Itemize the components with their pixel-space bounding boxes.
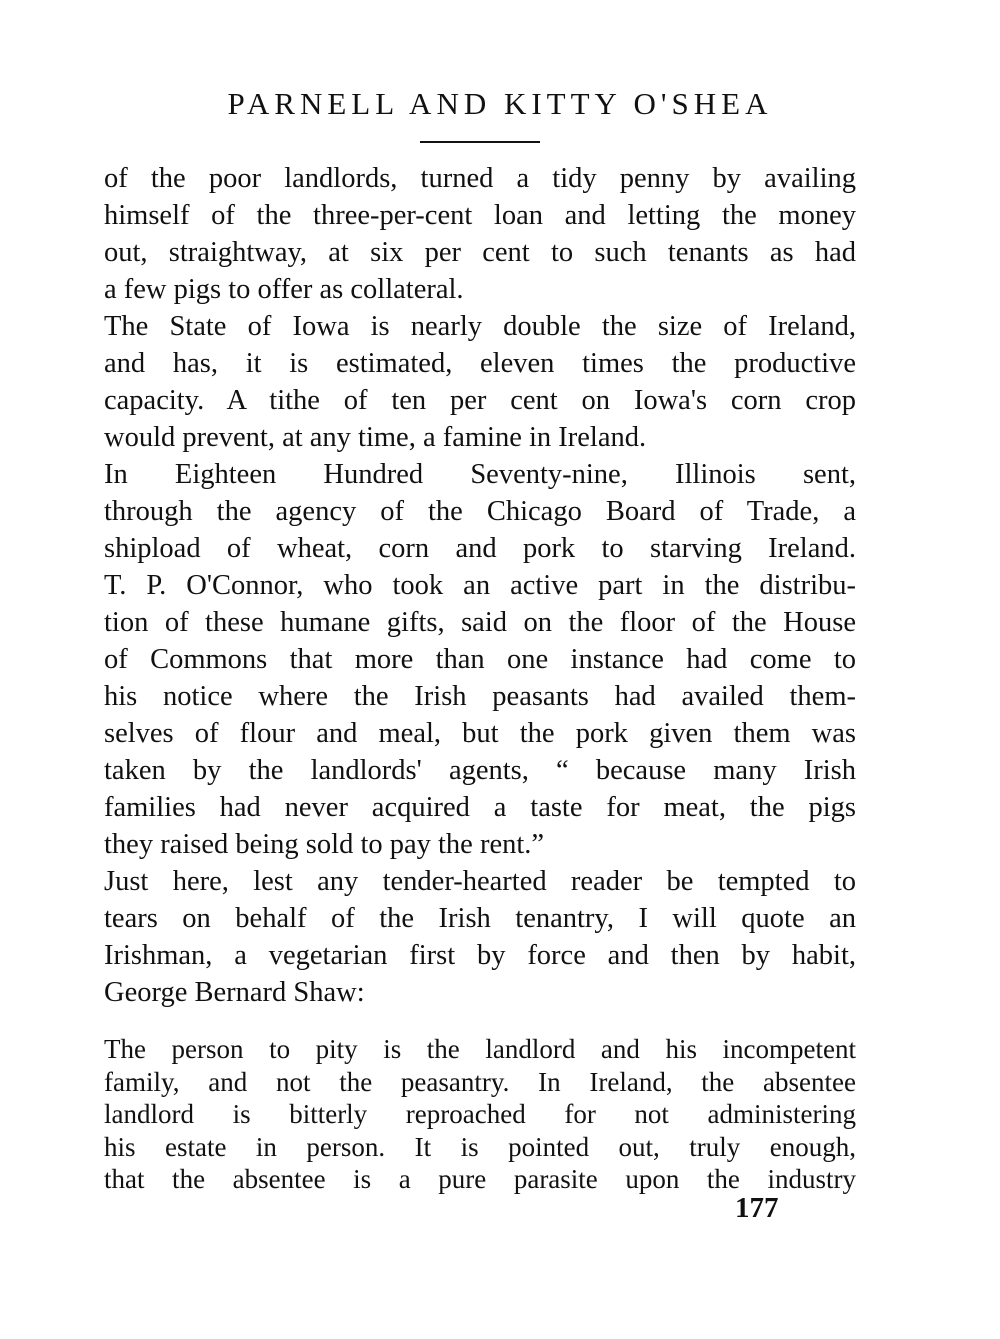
- block-quote: [104, 1033, 856, 1196]
- body-text: [104, 160, 856, 1011]
- text-line: families had never acquired a taste for meat, the pigs: [104, 792, 856, 823]
- text-line: of Commons that more than one instance had come to: [104, 644, 856, 675]
- page-number: 177: [735, 1192, 779, 1224]
- text-line: selves of flour and meal, but the pork given them was: [104, 718, 856, 749]
- text-line: through the agency of the Chicago Board of Trade, a: [104, 496, 856, 527]
- text-line: capacity. A tithe of ten per cent on Iowa's corn crop: [104, 385, 856, 416]
- text-line: Irishman, a vegetarian first by force and then by habit,: [104, 940, 856, 971]
- quote-line: landlord is bitterly reproached for not administering: [104, 1099, 856, 1129]
- text-line: George Bernard Shaw:: [104, 977, 365, 1008]
- text-line: would prevent, at any time, a famine in Ireland.: [104, 422, 647, 453]
- running-head: PARNELL AND KITTY O'SHEA: [227, 86, 773, 121]
- head-rule-divider: [420, 141, 540, 143]
- text-line: out, straightway, at six per cent to such tenants as had: [104, 237, 856, 268]
- text-line: tears on behalf of the Irish tenantry, I will quote an: [104, 903, 856, 934]
- text-line: taken by the landlords' agents, “ because many Irish: [104, 755, 856, 786]
- text-line: Just here, lest any tender-hearted reader be tempted to: [104, 866, 856, 897]
- paragraph-4: [104, 863, 856, 1011]
- quote-line: family, and not the peasantry. In Ireland, the absentee: [104, 1066, 856, 1097]
- text-line: they raised being sold to pay the rent.”: [104, 829, 545, 860]
- quote-line: that the absentee is a pure parasite upon the industry: [104, 1164, 856, 1194]
- text-line: and has, it is estimated, eleven times the productive: [104, 348, 856, 379]
- text-line: shipload of wheat, corn and pork to starving Ireland.: [104, 533, 856, 564]
- text-line: tion of these humane gifts, said on the floor of the House: [104, 607, 856, 638]
- text-line: In Eighteen Hundred Seventy-nine, Illinois sent,: [104, 459, 856, 490]
- text-line: T. P. O'Connor, who took an active part in the distribu-: [104, 570, 856, 601]
- text-line: of the poor landlords, turned a tidy penny by availing: [104, 163, 856, 194]
- paragraph-2: [104, 308, 856, 456]
- text-line: The State of Iowa is nearly double the size of Ireland,: [104, 311, 856, 342]
- paragraph-1: [104, 160, 856, 308]
- quote-line: The person to pity is the landlord and his incompetent: [104, 1034, 856, 1064]
- text-line: a few pigs to offer as collateral.: [104, 274, 464, 305]
- quote-line: his estate in person. It is pointed out, truly enough,: [104, 1131, 856, 1162]
- paragraph-3: [104, 456, 856, 863]
- text-line: himself of the three-per-cent loan and letting the money: [104, 200, 856, 231]
- text-line: his notice where the Irish peasants had availed them-: [104, 681, 856, 712]
